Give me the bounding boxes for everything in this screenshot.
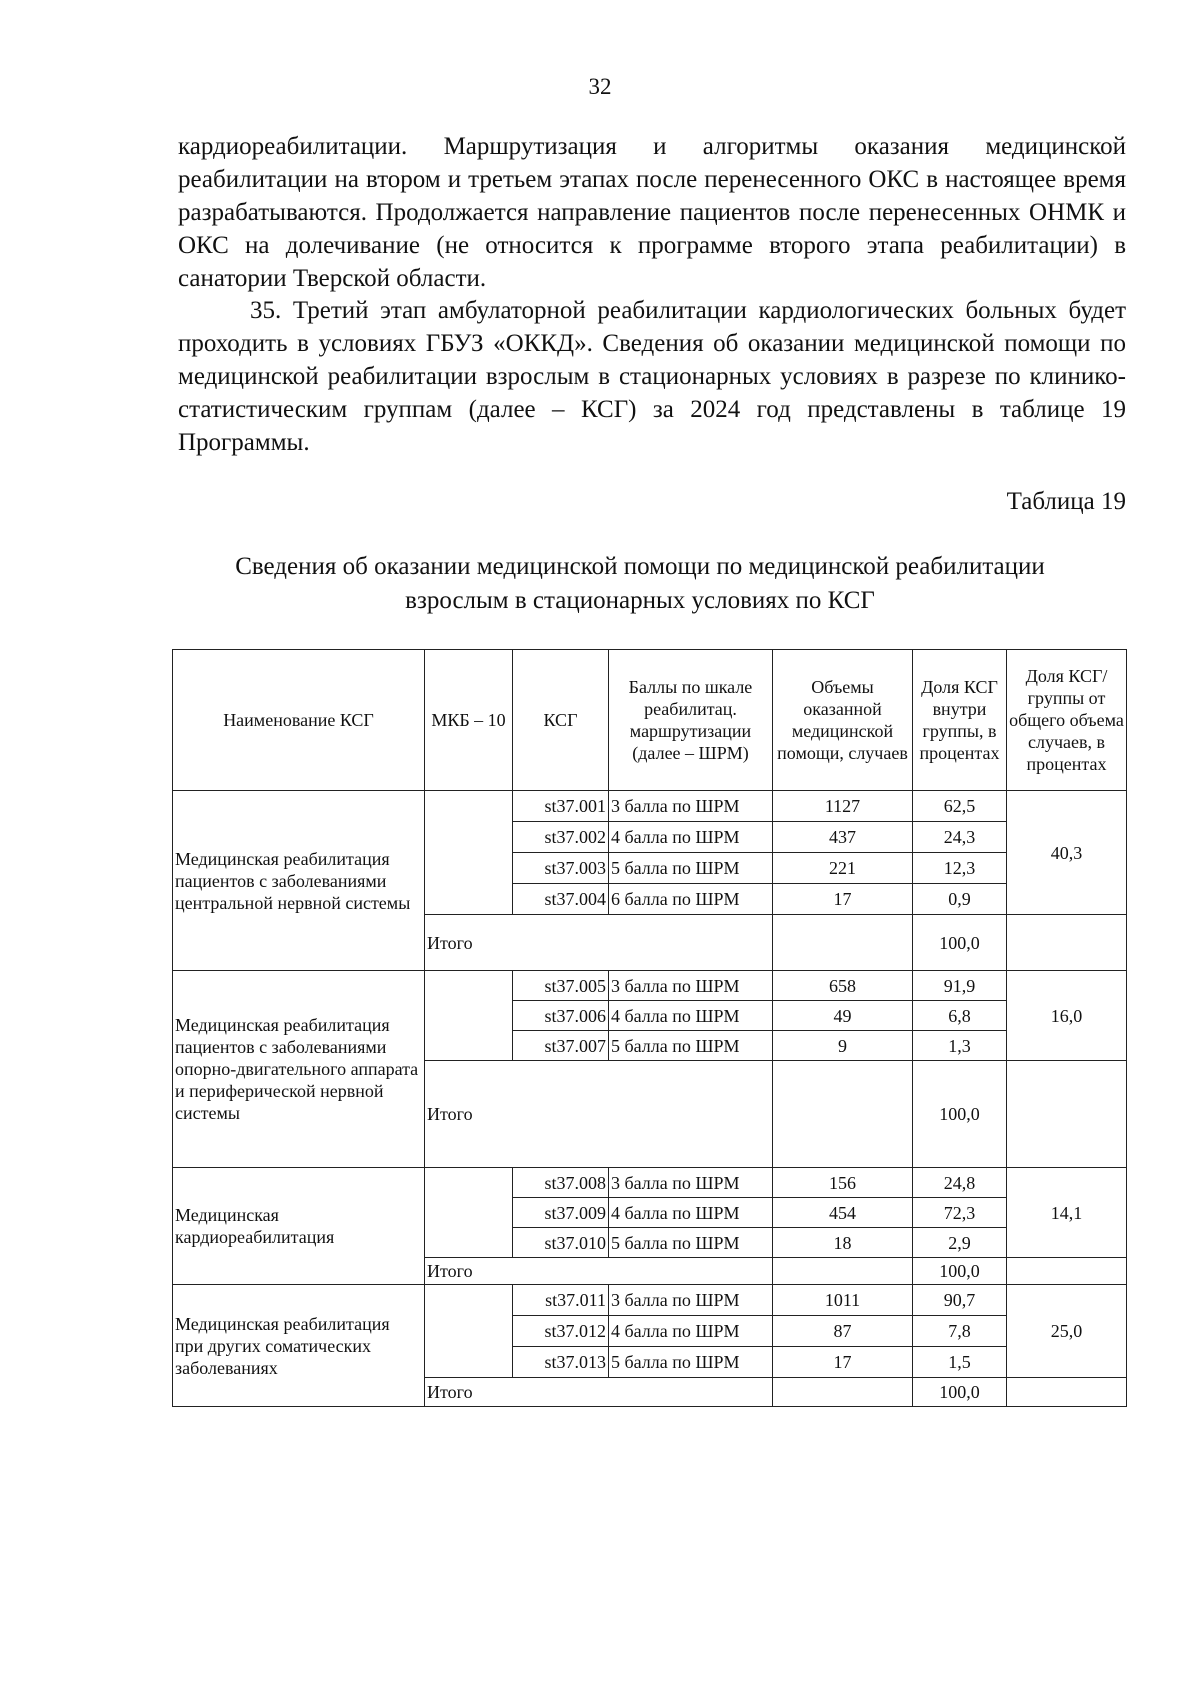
ksg-group-name: Медицинская реабилитация пациентов с заболеваниями опорно-двигательного аппарата и периферической нервной системы [173,971,425,1168]
ksg-code: st37.005 [513,971,609,1001]
share-in-group-cell: 0,9 [913,884,1007,915]
ksg-code: st37.012 [513,1316,609,1347]
itogo-share: 100,0 [913,1061,1007,1168]
itogo-share-total [1007,1378,1127,1407]
share-in-group-cell: 91,9 [913,971,1007,1001]
share-in-group-cell: 7,8 [913,1316,1007,1347]
volume-cell: 17 [773,884,913,915]
share-in-group-cell: 2,9 [913,1228,1007,1258]
mkb-cell [425,1168,513,1258]
volume-cell: 1127 [773,791,913,822]
share-total-cell: 14,1 [1007,1168,1127,1258]
itogo-share-total [1007,1061,1127,1168]
ksg-code: st37.011 [513,1285,609,1316]
volume-cell: 9 [773,1031,913,1061]
score-cell: 3 балла по ШРМ [609,791,773,822]
share-total-cell: 16,0 [1007,971,1127,1061]
score-cell: 6 балла по ШРМ [609,884,773,915]
volume-cell: 437 [773,822,913,853]
ksg-group-name: Медицинская реабилитация при других соматических заболеваниях [173,1285,425,1407]
ksg-code: st37.002 [513,822,609,853]
volume-cell: 49 [773,1001,913,1031]
score-cell: 5 балла по ШРМ [609,1347,773,1378]
itogo-volume [773,1378,913,1407]
table-row [173,791,1127,822]
score-cell: 3 балла по ШРМ [609,1285,773,1316]
ksg-table [172,649,1127,1407]
ksg-code: st37.003 [513,853,609,884]
itogo-volume [773,1258,913,1285]
volume-cell: 1011 [773,1285,913,1316]
ksg-code: st37.006 [513,1001,609,1031]
header-score: Баллы по шкале реабилитац. маршрутизации (далее – ШРМ) [609,650,773,791]
table-title-line-2: взрослым в стационарных условиях по КСГ [405,587,875,614]
score-cell: 4 балла по ШРМ [609,1316,773,1347]
itogo-share-total [1007,915,1127,971]
itogo-share: 100,0 [913,1258,1007,1285]
itogo-share: 100,0 [913,915,1007,971]
table-title [150,550,1130,618]
share-in-group-cell: 6,8 [913,1001,1007,1031]
share-in-group-cell: 72,3 [913,1198,1007,1228]
header-volume: Объемы оказанной медицинской помощи, случаев [773,650,913,791]
header-name: Наименование КСГ [173,650,425,791]
table-caption: Таблица 19 [1006,488,1126,515]
ksg-code: st37.007 [513,1031,609,1061]
ksg-group-name: Медицинская кардиореабилитация [173,1168,425,1285]
page-number: 32 [588,74,612,99]
header-mkb: МКБ – 10 [425,650,513,791]
score-cell: 5 балла по ШРМ [609,1031,773,1061]
ksg-code: st37.008 [513,1168,609,1198]
ksg-code: st37.013 [513,1347,609,1378]
table-body [173,791,1127,1407]
itogo-label: Итого [425,1061,773,1168]
itogo-label: Итого [425,915,773,971]
share-in-group-cell: 62,5 [913,791,1007,822]
share-in-group-cell: 12,3 [913,853,1007,884]
volume-cell: 17 [773,1347,913,1378]
share-total-cell: 25,0 [1007,1285,1127,1378]
share-total-cell: 40,3 [1007,791,1127,915]
itogo-share: 100,0 [913,1378,1007,1407]
itogo-label: Итого [425,1258,773,1285]
header-share-in-group: Доля КСГ внутри группы, в процентах [913,650,1007,791]
header-share-total: Доля КСГ/группы от общего объема случаев, в процентах [1007,650,1127,791]
volume-cell: 87 [773,1316,913,1347]
mkb-cell [425,1285,513,1378]
share-in-group-cell: 24,8 [913,1168,1007,1198]
volume-cell: 221 [773,853,913,884]
ksg-code: st37.009 [513,1198,609,1228]
ksg-group-name: Медицинская реабилитация пациентов с заболеваниями центральной нервной системы [173,791,425,971]
score-cell: 4 балла по ШРМ [609,1198,773,1228]
paragraph-2 [178,294,1126,459]
share-in-group-cell: 1,3 [913,1031,1007,1061]
itogo-volume [773,915,913,971]
score-cell: 3 балла по ШРМ [609,1168,773,1198]
itogo-volume [773,1061,913,1168]
table-row [173,1168,1127,1198]
paragraph-1 [178,130,1126,295]
volume-cell: 18 [773,1228,913,1258]
volume-cell: 156 [773,1168,913,1198]
mkb-cell [425,971,513,1061]
score-cell: 5 балла по ШРМ [609,1228,773,1258]
share-in-group-cell: 90,7 [913,1285,1007,1316]
paragraph-1-text: кардиореабилитации. Маршрутизация и алгоритмы оказания медицинской реабилитации на втором и третьем этапах после перенесенного ОКС в настоящее время разрабатываются. Продолжается направление пациентов после перенесенных ОНМК и ОКС на долечивание (не относится к программе второго этапа реабилитации) в санатории Тверской области. [178,133,1126,292]
itogo-share-total [1007,1258,1127,1285]
score-cell: 3 балла по ШРМ [609,971,773,1001]
share-in-group-cell: 1,5 [913,1347,1007,1378]
share-in-group-cell: 24,3 [913,822,1007,853]
ksg-code: st37.004 [513,884,609,915]
table-title-line-1: Сведения об оказании медицинской помощи по медицинской реабилитации [235,553,1045,580]
volume-cell: 454 [773,1198,913,1228]
table-row [173,971,1127,1001]
header-ksg: КСГ [513,650,609,791]
volume-cell: 658 [773,971,913,1001]
table-header-row [173,650,1127,791]
score-cell: 4 балла по ШРМ [609,822,773,853]
ksg-code: st37.001 [513,791,609,822]
mkb-cell [425,791,513,915]
ksg-code: st37.010 [513,1228,609,1258]
table-row [173,1285,1127,1316]
score-cell: 4 балла по ШРМ [609,1001,773,1031]
score-cell: 5 балла по ШРМ [609,853,773,884]
itogo-label: Итого [425,1378,773,1407]
paragraph-2-text: 35. Третий этап амбулаторной реабилитации кардиологических больных будет проходить в условиях ГБУЗ «ОККД». Сведения об оказании медицинской помощи по медицинской реабилитации взрослым в стационарных условиях в разрезе по клинико-статистическим группам (далее – КСГ) за 2024 год представлены в таблице 19 Программы. [178,297,1126,456]
